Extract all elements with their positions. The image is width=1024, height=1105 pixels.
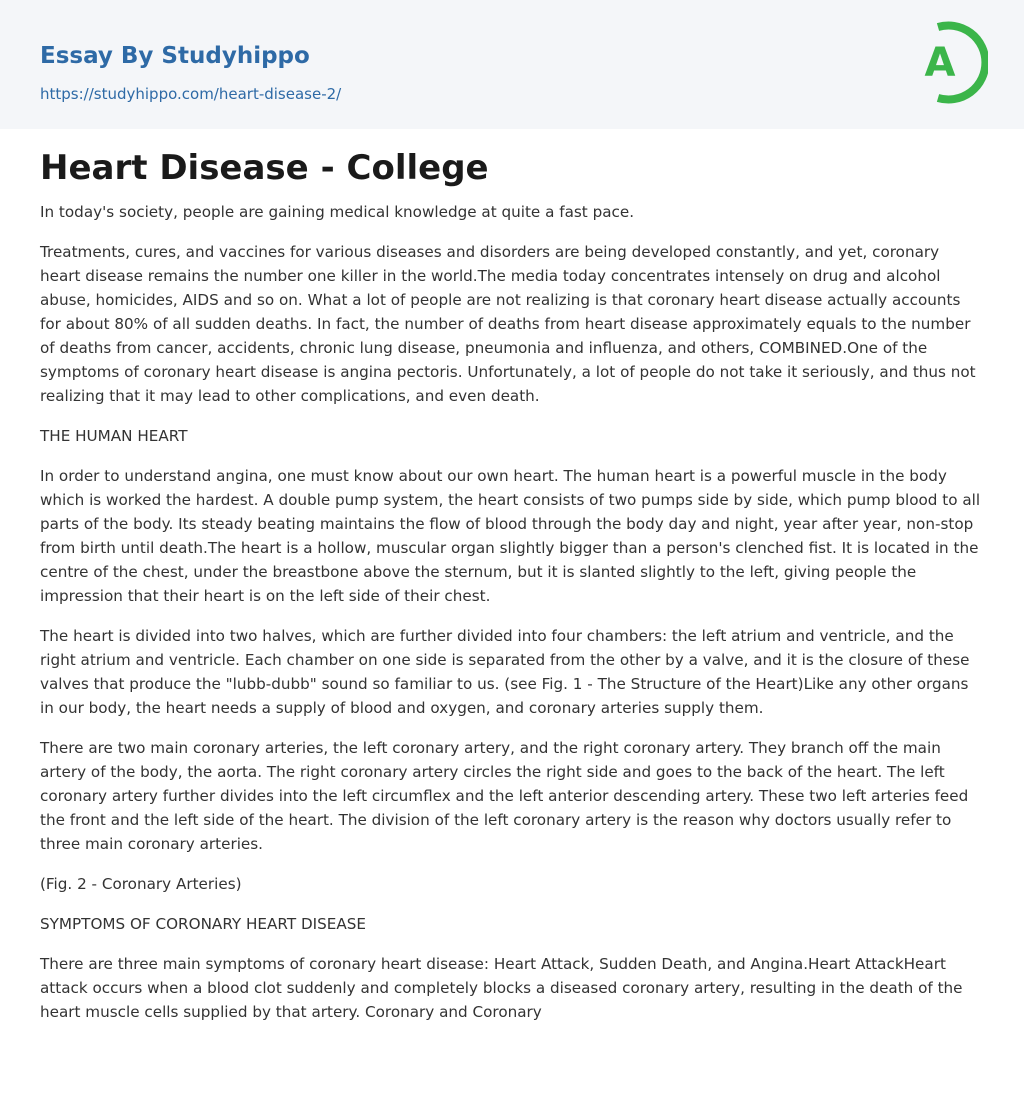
section-heading: THE HUMAN HEART xyxy=(40,427,188,445)
figure-reference: (Fig. 2 - Coronary Arteries) xyxy=(40,875,242,893)
paragraph: There are two main coronary arteries, the left coronary artery, and the right coronary artery. They branch off the main artery of the body, the aorta. The right coronary artery circles the right side and goes to the back of the heart. The left coronary artery further divides into the left circumflex and the left anterior descending artery. These two left arteries feed the front and the left side of the heart. The division of the left coronary artery is the reason why doctors usually refer to three main coronary arteries. xyxy=(40,739,969,853)
paragraph: In today's society, people are gaining medical knowledge at quite a fast pace. xyxy=(40,203,635,221)
brand-title: Essay By Studyhippo xyxy=(40,43,310,69)
paragraph: Treatments, cures, and vaccines for various diseases and disorders are being developed constantly, and yet, coronary heart disease remains the number one killer in the world.The media today concentrates intensely on drug and alcohol abuse, homicides, AIDS and so on. What a lot of people are not realizing is that coronary heart disease actually accounts for about 80% of all sudden deaths. In fact, the number of deaths from heart disease approximately equals to the number of deaths from cancer, accidents, chronic lung disease, pneumonia and influenza, and others, COMBINED.One of the symptoms of coronary heart disease is angina pectoris. Unfortunately, a lot of people do not take it seriously, and thus not realizing that it may lead to other complications, and even death. xyxy=(40,243,976,405)
source-url-link[interactable]: https://studyhippo.com/heart-disease-2/ xyxy=(40,85,342,103)
paragraph: There are three main symptoms of coronary heart disease: Heart Attack, Sudden Death, and Angina.Heart AttackHeart attack occurs when a blood clot suddenly and completely blocks a diseased coronary artery, resulting in the death of the heart muscle cells supplied by that artery. Coronary and Coronary xyxy=(40,955,963,1021)
logo[interactable] xyxy=(910,18,988,108)
logo-letter: A xyxy=(924,40,956,86)
page-title: Heart Disease - College xyxy=(40,148,489,188)
article-body xyxy=(40,200,984,1040)
section-heading: SYMPTOMS OF CORONARY HEART DISEASE xyxy=(40,915,366,933)
paragraph: The heart is divided into two halves, which are further divided into four chambers: the left atrium and ventricle, and the right atrium and ventricle. Each chamber on one side is separated from the other by a valve, and it is the closure of these valves that produce the "lubb-dubb" sound so familiar to us. (see Fig. 1 - The Structure of the Heart)Like any other organs in our body, the heart needs a supply of blood and oxygen, and coronary arteries supply them. xyxy=(40,627,970,717)
paragraph: In order to understand angina, one must know about our own heart. The human heart is a powerful muscle in the body which is worked the hardest. A double pump system, the heart consists of two pumps side by side, which pump blood to all parts of the body. Its steady beating maintains the flow of blood through the body day and night, year after year, non-stop from birth until death.The heart is a hollow, muscular organ slightly bigger than a person's clenched fist. It is located in the centre of the chest, under the breastbone above the sternum, but it is slanted slightly to the left, giving people the impression that their heart is on the left side of their chest. xyxy=(40,467,981,605)
logo-icon xyxy=(910,18,988,108)
